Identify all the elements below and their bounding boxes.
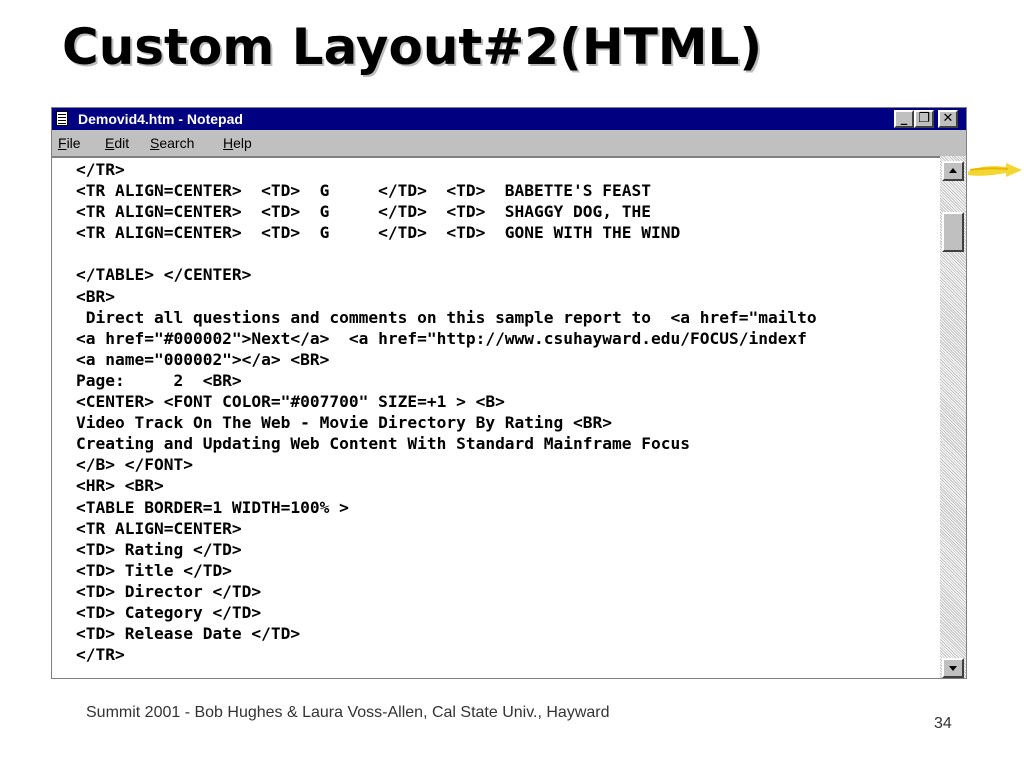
menu-edit[interactable]: [105, 130, 129, 156]
scroll-down-button[interactable]: [942, 658, 964, 678]
menu-help-label: elp: [233, 135, 252, 151]
menu-search[interactable]: [150, 130, 194, 156]
page-number: 34: [934, 715, 952, 732]
menu-file-label: ile: [66, 135, 81, 151]
notepad-icon[interactable]: [56, 111, 68, 126]
menu-edit-label: dit: [114, 135, 130, 151]
restore-button[interactable]: ❐: [914, 110, 934, 128]
menu-search-accel: S: [150, 135, 160, 151]
slide-title: Custom Layout#2(HTML): [62, 18, 763, 76]
minimize-button[interactable]: _: [894, 110, 914, 128]
menu-file-accel: F: [58, 135, 67, 151]
menu-bar: [52, 130, 966, 156]
vertical-scrollbar[interactable]: [940, 156, 966, 678]
scrollbar-thumb[interactable]: [942, 212, 964, 252]
window-title: Demovid4.htm - Notepad: [78, 111, 243, 127]
pointer-arrow-icon: [966, 156, 1024, 186]
slide-footer: Summit 2001 - Bob Hughes & Laura Voss-Allen, Cal State Univ., Hayward: [86, 704, 610, 721]
arrow-up-icon: [949, 168, 957, 173]
arrow-down-icon: [949, 666, 957, 671]
window-titlebar[interactable]: [52, 108, 966, 130]
menu-help-accel: H: [223, 135, 234, 151]
text-editor[interactable]: [52, 156, 940, 678]
menu-file[interactable]: [58, 130, 81, 156]
menu-help[interactable]: [223, 130, 252, 156]
menu-edit-accel: E: [105, 135, 115, 151]
notepad-window: [51, 107, 967, 679]
menu-search-label: earch: [159, 135, 195, 151]
scroll-up-button[interactable]: [942, 161, 964, 181]
close-button[interactable]: ✕: [938, 110, 958, 128]
editor-content[interactable]: </TR> <TR ALIGN=CENTER> <TD> G </TD> <TD> BABETTE'S FEAST <TR ALIGN=CENTER> <TD> G </TD> <TD> SHAGGY DOG, THE <TR ALIGN=CENTER> <TD> G </TD> <TD> GONE WITH THE WIND </TABLE> </CENTER> <BR> Direct all questions and comments on this sample report to <a href="mailto <a href="#000002">Next</a> <a href="http://www.csuhayward.edu/FOCUS/indexf <a name="000002"></a> <BR> Page: 2 <BR> <CENTER> <FONT COLOR="#007700" SIZE=+1 > <B> Video Track On The Web - Movie Directory By Rating <BR> Creating and Updating Web Content With Standard Mainframe Focus </B> </FONT> <HR> <BR> <TABLE BORDER=1 WIDTH=100% > <TR ALIGN=CENTER> <TD> Rating </TD> <TD> Title </TD> <TD> Director </TD> <TD> Category </TD> <TD> Release Date </TD> </TR>: [76, 160, 817, 665]
